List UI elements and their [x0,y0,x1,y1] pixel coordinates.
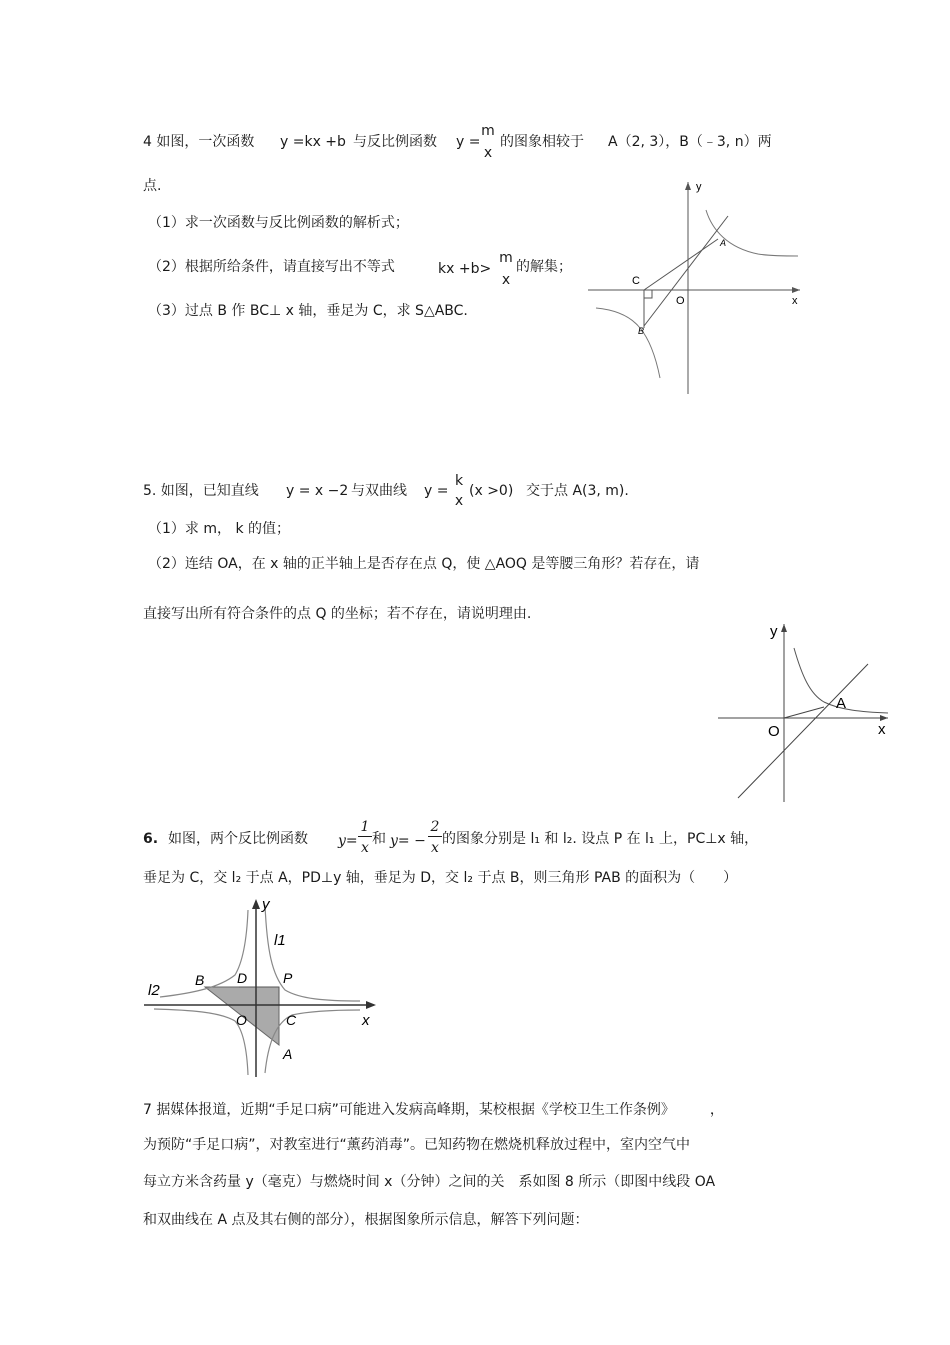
q5-hyperbola-denominator: x [454,493,464,509]
q7-line4: 和双曲线在 A 点及其右侧的部分），根据图象所示信息，解答下列问题： [143,1212,589,1228]
q4-part2-post: 的解集； [516,259,572,275]
q5-part2-cont: 直接写出所有符合条件的点 Q 的坐标；若不存在，请说明理由. [143,606,532,622]
q5-label-x: x [878,721,886,738]
q4-figure [588,176,810,396]
q6-x-arrow-icon [366,1001,376,1009]
q7-line1: 7 据媒体报道，近期“手足口病”可能进入发病高峰期，某校根据《学校卫生工作条例》 ， [143,1102,724,1118]
q4-part3: （3）过点 B 作 BC⊥ x 轴，垂足为 C，求 S△ABC. [148,303,468,319]
q4-line1-post: 的图象相较于 [500,134,584,150]
q6-line2: 垂足为 C，交 l₂ 于点 A，PD⊥y 轴，垂足为 D，交 l₂ 于点 B，则三角形 PAB 的面积为（ ） [143,870,738,886]
q5-hyperbola-lhs: y = [424,483,449,499]
q6-figure [140,895,390,1080]
q5-part1: （1）求 m， k 的值； [148,521,291,537]
q6-and: 和 [372,831,386,847]
q4-label-O: O [676,295,685,307]
q6-y-arrow-icon [252,899,260,909]
q4-inverse-lhs: y = [456,134,481,150]
q4-inequality-denominator: x [501,272,511,288]
q5-part2: （2）连结 OA，在 x 轴的正半轴上是否存在点 Q，使 △AOQ 是等腰三角形？若存在，请 [148,556,700,572]
q4-line1-mid: 与反比例函数 [353,134,437,150]
q6-f2-lhs: y= − [390,833,426,849]
q5-label-y: y [770,623,778,640]
q4-y-arrow-icon [685,182,691,190]
q5-label-O: O [768,723,780,740]
q5-condition: (x >0) [469,483,514,499]
q4-label-A: A [720,238,727,248]
q6-label-l2: l2 [148,982,160,999]
q4-inequality-lhs: kx +b> [438,261,492,277]
q4-line-CA [644,239,718,290]
q6-f2-denominator: x [431,840,439,856]
q4-inverse-numerator: m [481,123,495,139]
q4-hyperbola-branch-2 [596,308,660,378]
q4-right-angle-mark [644,290,652,298]
q4-inequality-numerator: m [499,250,513,266]
q4-label-y: y [696,181,702,193]
q4-line-AB [644,216,728,326]
q6-label-A: A [283,1046,293,1062]
q6-line1-pre: 如图，两个反比例函数 [168,831,308,847]
q4-label-C: C [632,275,640,287]
q6-label-x: x [362,1012,370,1029]
q5-label-A: A [836,695,847,712]
q5-line [738,664,868,798]
q4-label-x: x [792,295,798,307]
q5-figure [716,620,896,806]
q5-hyperbola-fraction [452,474,466,508]
q5-hyperbola-numerator: k [454,473,464,489]
q6-line1-post: 的图象分别是 l₁ 和 l₂. 设点 P 在 l₁ 上，PC⊥x 轴， [442,831,759,847]
q5-line1-mid: 与双曲线 [351,483,407,499]
q6-label-C: C [286,1012,297,1028]
q6-label-D: D [237,970,248,986]
q6-number: 6. [143,831,159,847]
q4-x-arrow-icon [792,287,800,293]
q4-linear-function: y =kx +b [280,134,346,150]
q5-y-arrow-icon [781,624,787,632]
q6-curve-l1-branch-2 [154,1009,248,1075]
q6-label-O: O [236,1012,247,1028]
q6-label-y: y [262,896,270,913]
q4-inverse-denominator: x [483,145,493,161]
q4-points: A（2, 3），B（﹣3, n）两 [608,134,772,150]
q4-label-B: B [638,326,645,336]
q4-part2-pre: （2）根据所给条件，请直接写出不等式 [148,259,395,275]
q6-label-P: P [283,970,293,986]
q5-line1-post: 交于点 A(3, m). [526,483,629,499]
q6-f1-fraction [358,820,372,855]
q4-inequality-fraction [499,251,513,287]
q5-segment-OA [784,707,824,718]
q6-f1-lhs: y= [338,833,358,849]
q5-line-function: y = x −2 [286,483,349,499]
q4-line2: 点. [143,178,162,194]
q6-f2-fraction [428,820,442,855]
q6-f2-numerator: 2 [430,819,440,835]
q4-inverse-fraction [481,124,495,160]
q4-part1: （1）求一次函数与反比例函数的解析式； [148,215,409,231]
q6-label-B: B [195,972,205,988]
q6-f1-numerator: 1 [360,819,370,835]
q6-label-l1: l1 [274,932,286,949]
q7-line3: 每立方米含药量 y（毫克）与燃烧时间 x（分钟）之间的关 系如图 8 所示（即图中线段 OA [143,1174,716,1190]
q4-hyperbola-branch-1 [706,210,798,256]
q7-line2: 为预防“手足口病”，对教室进行“薰药消毒”。已知药物在燃烧机释放过程中，室内空气中 [143,1137,691,1153]
q4-line1-pre: 4 如图，一次函数 [143,134,255,150]
q6-f1-denominator: x [361,840,369,856]
q5-line1-pre: 5. 如图，已知直线 [143,483,259,499]
